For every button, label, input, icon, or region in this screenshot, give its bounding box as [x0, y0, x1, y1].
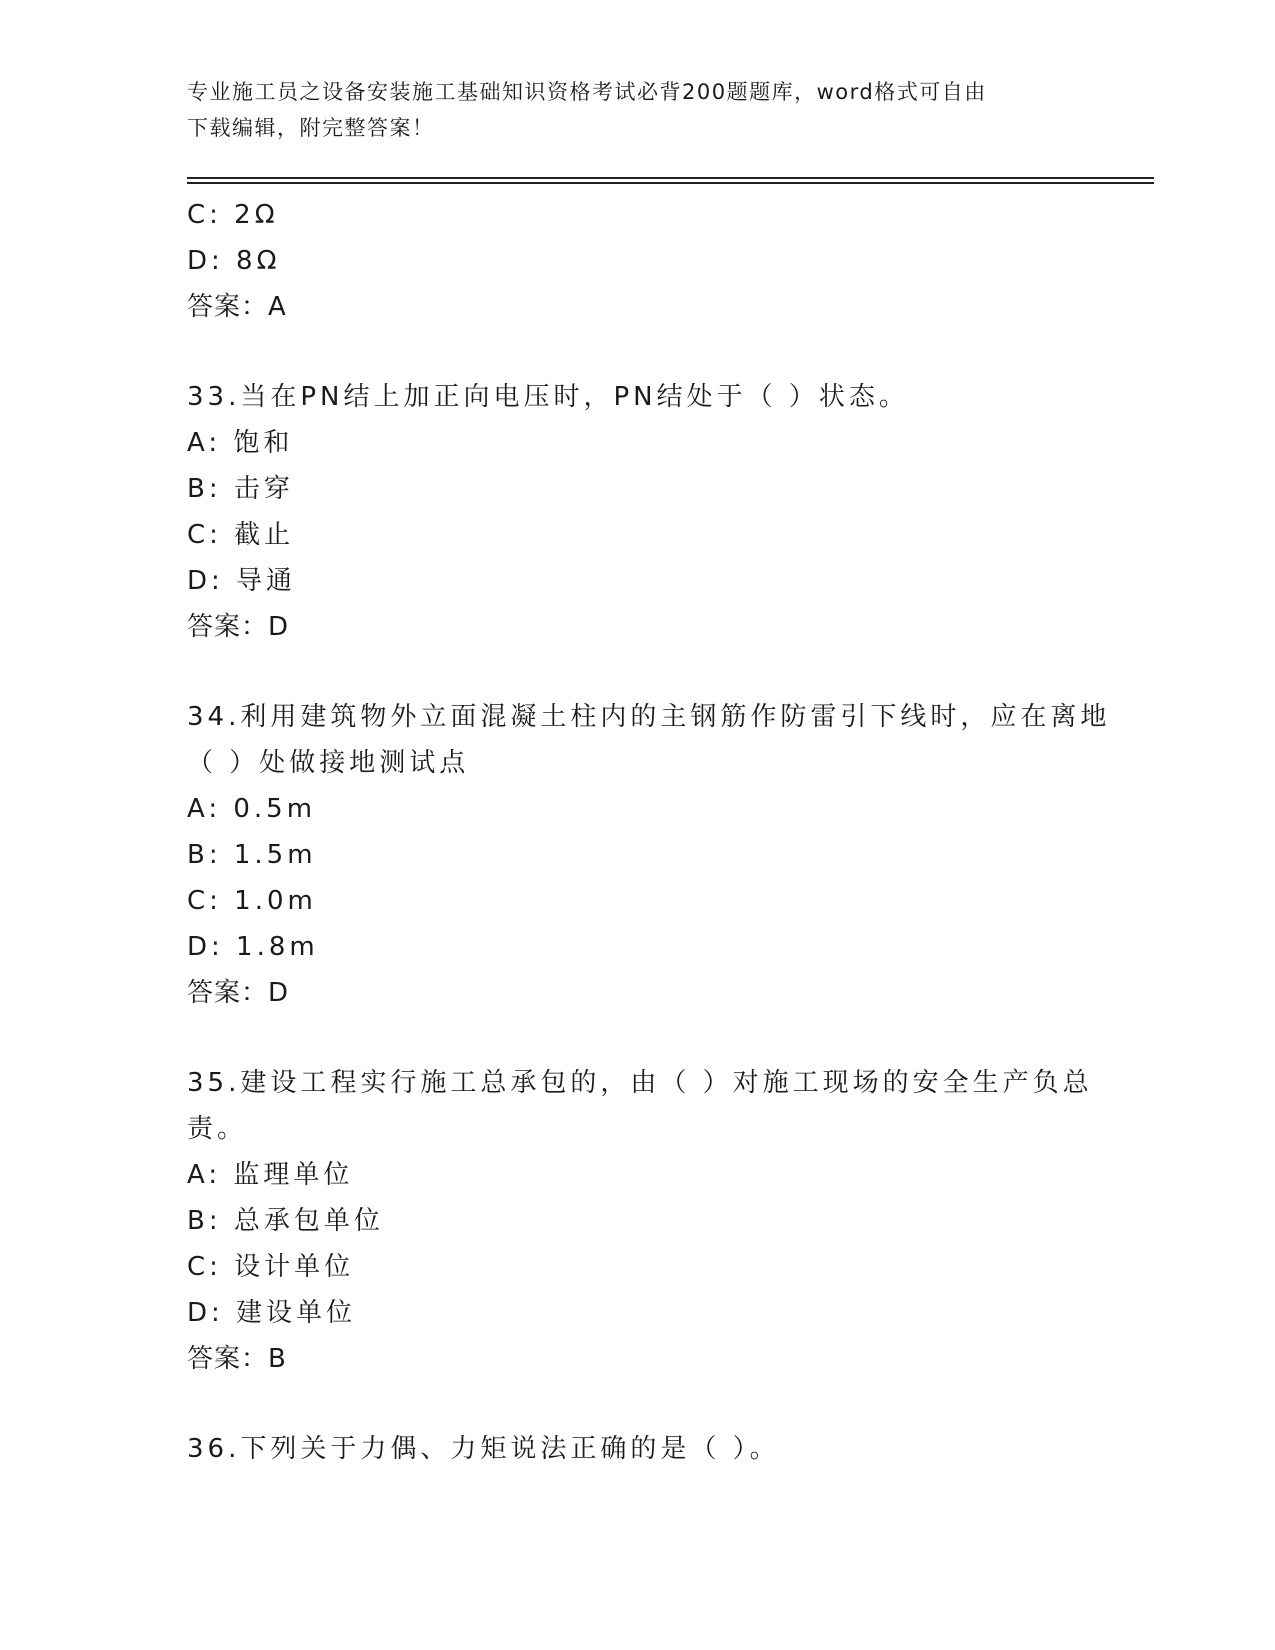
question-list: [187, 192, 1111, 1472]
option-b: B: 1.5m: [187, 840, 317, 870]
option-c: C: 截止: [187, 520, 295, 550]
question-stem: 34.利用建筑物外立面混凝土柱内的主钢筋作防雷引下线时，应在离地: [187, 702, 1111, 732]
option-d: D: 8Ω: [187, 246, 281, 276]
answer-line: 答案：B: [187, 1344, 287, 1374]
answer-line: 答案：D: [187, 978, 290, 1008]
question-35: [187, 1060, 1093, 1382]
option-c: C: 1.0m: [187, 886, 317, 916]
option-c: C: 设计单位: [187, 1252, 355, 1282]
question-33: [187, 374, 1087, 650]
document-header: [187, 74, 1087, 146]
question-stem-continued: 责。: [187, 1114, 248, 1144]
option-c: C: 2Ω: [187, 200, 279, 230]
answer-line: 答案：D: [187, 612, 290, 642]
previous-question-tail: [187, 192, 1087, 330]
header-divider-top: [187, 177, 1154, 179]
header-divider-bottom: [187, 182, 1154, 184]
header-line-1: 专业施工员之设备安装施工基础知识资格考试必背200题题库，word格式可自由: [187, 80, 987, 104]
answer-line: 答案：A: [187, 292, 287, 322]
question-stem: 35.建设工程实行施工总承包的，由（ ）对施工现场的安全生产负总: [187, 1068, 1093, 1098]
option-b: B: 击穿: [187, 474, 294, 504]
question-stem: 33.当在PN结上加正向电压时，PN结处于（ ）状态。: [187, 382, 909, 412]
option-a: A: 0.5m: [187, 794, 317, 824]
option-d: D: 建设单位: [187, 1298, 357, 1328]
header-line-2: 下载编辑，附完整答案！: [187, 116, 435, 140]
question-stem-continued: （ ）处做接地测试点: [187, 748, 470, 778]
question-36: [187, 1426, 1087, 1472]
question-stem: 36.下列关于力偶、力矩说法正确的是（ ）。: [187, 1434, 780, 1464]
question-34: [187, 694, 1111, 1016]
option-a: A: 监理单位: [187, 1160, 354, 1190]
option-d: D: 导通: [187, 566, 297, 596]
option-d: D: 1.8m: [187, 932, 319, 962]
option-a: A: 饱和: [187, 428, 294, 458]
option-b: B: 总承包单位: [187, 1206, 384, 1236]
